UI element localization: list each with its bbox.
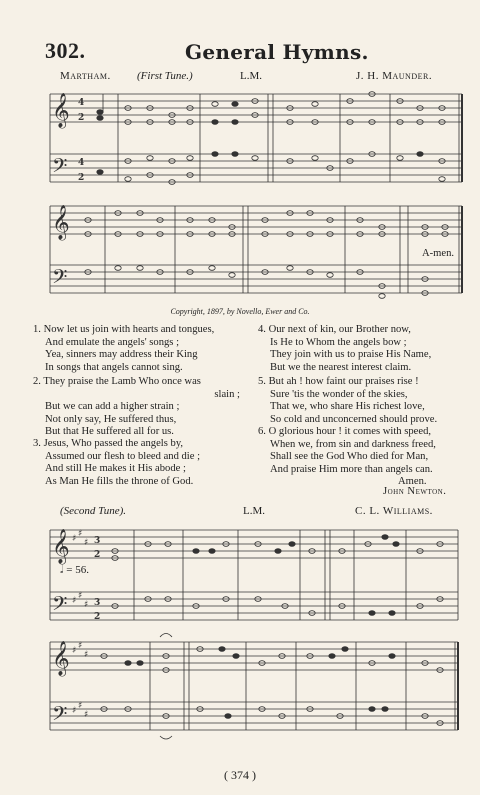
svg-text:𝄢: 𝄢 — [52, 702, 68, 730]
music-system-1 — [0, 84, 480, 194]
verse-3 — [33, 438, 200, 488]
verse-number: 6. — [258, 426, 266, 437]
verse-line: But that He suffered all for us. — [45, 426, 174, 438]
svg-text:♯: ♯ — [72, 646, 77, 656]
verse-line: Our next of kin, our Brother now, — [268, 324, 411, 335]
verse-line: But we can add a higher strain ; — [45, 401, 180, 413]
hymn-author: John Newton. — [383, 486, 447, 497]
svg-text:2: 2 — [78, 173, 85, 183]
verse-line: And praise Him more than angels can. — [270, 463, 433, 475]
verse-number: 5. — [258, 376, 266, 387]
tune-label: (First Tune.) — [137, 70, 193, 82]
svg-text:♯: ♯ — [84, 538, 89, 548]
amen: Amen. — [398, 476, 427, 487]
copyright-notice: Copyright, 1897, by Novello, Ewer and Co. — [170, 307, 310, 316]
svg-text:𝄢: 𝄢 — [52, 154, 68, 182]
meter: L.M. — [240, 70, 262, 82]
verse-line: But ah ! how faint our praises rise ! — [268, 376, 419, 387]
verse-2 — [33, 376, 248, 439]
svg-text:4: 4 — [78, 158, 85, 168]
verse-number: 4. — [258, 324, 266, 335]
verse-line: Assumed our flesh to bleed and die ; — [45, 450, 201, 462]
verse-1 — [33, 324, 214, 374]
svg-text:3: 3 — [94, 536, 101, 546]
half-note-icon: 𝅗𝅥 — [60, 564, 64, 576]
verse-line: And still He makes it His abode ; — [45, 463, 186, 475]
verse-line: Jesus, Who passed the angels by, — [43, 438, 184, 449]
tune-name: Martham. — [60, 70, 111, 82]
page-number: ( 374 ) — [224, 768, 256, 782]
verse-number: 1. — [33, 324, 41, 335]
svg-text:𝄞: 𝄞 — [52, 529, 70, 564]
svg-text:♯: ♯ — [78, 641, 83, 651]
svg-text:2: 2 — [94, 550, 101, 560]
svg-text:2: 2 — [94, 612, 101, 622]
svg-text:𝄢: 𝄢 — [52, 592, 68, 620]
svg-text:♯: ♯ — [78, 529, 83, 539]
tune2-meter: L.M. — [243, 505, 265, 517]
verse-4 — [258, 324, 431, 374]
svg-text:𝄞: 𝄞 — [52, 641, 70, 676]
svg-text:𝄢: 𝄢 — [52, 265, 68, 293]
svg-text:𝄞: 𝄞 — [52, 205, 70, 240]
svg-text:𝄞: 𝄞 — [52, 93, 70, 128]
tempo-value: = 56. — [66, 564, 89, 576]
svg-text:3: 3 — [94, 598, 101, 608]
amen-label: A-men. — [422, 248, 455, 259]
verse-line: Not only say, He suffered thus, — [45, 413, 177, 425]
verse-line: Shall see the God Who died for Man, — [270, 451, 429, 463]
verse-line: So cold and unconcerned should prove. — [270, 413, 438, 425]
music-system-2 — [0, 198, 480, 303]
svg-text:♯: ♯ — [72, 706, 77, 716]
verse-number: 2. — [33, 376, 41, 387]
verse-line: Sure 'tis the wonder of the skies, — [270, 388, 408, 400]
verse-5 — [258, 376, 437, 426]
svg-text:♯: ♯ — [72, 534, 77, 544]
verse-line: Is He to Whom the angels bow ; — [270, 336, 407, 348]
svg-text:♯: ♯ — [78, 701, 83, 711]
music-system-4 — [0, 630, 480, 745]
tempo-marking — [60, 564, 89, 577]
verse-line: They praise the Lamb Who once was — [43, 376, 201, 387]
verse-line: Now let us join with hearts and tongues, — [43, 324, 215, 335]
hymn-number: 302. — [45, 38, 86, 63]
verse-line: That we, who share His richest love, — [270, 401, 425, 413]
svg-text:♯: ♯ — [72, 596, 77, 606]
svg-text:♯: ♯ — [78, 591, 83, 601]
verse-line: As Man He fills the throne of God. — [45, 475, 194, 487]
verse-line: Yea, sinners may address their King — [45, 349, 198, 361]
verse-number: 3. — [33, 438, 41, 449]
verse-line: slain ; — [214, 388, 240, 400]
svg-text:4: 4 — [78, 98, 85, 108]
verse-line: O glorious hour ! it comes with speed, — [268, 426, 432, 437]
tune2-label: (Second Tune). — [60, 505, 126, 517]
verse-line: When we, from sin and darkness freed, — [270, 438, 436, 450]
svg-text:♯: ♯ — [84, 650, 89, 660]
svg-text:♯: ♯ — [84, 710, 89, 720]
verse-line: But we the nearest interest claim. — [270, 361, 412, 373]
tune2-composer: C. L. Williams. — [355, 505, 433, 517]
svg-text:2: 2 — [78, 113, 85, 123]
section-title: General Hymns. — [185, 40, 369, 64]
verse-line: And emulate the angels' songs ; — [45, 336, 180, 348]
verse-6 — [258, 426, 436, 476]
verse-line: In songs that angels cannot sing. — [45, 361, 183, 373]
composer: J. H. Maunder. — [356, 70, 433, 82]
svg-text:♯: ♯ — [84, 600, 89, 610]
verse-line: They join with us to praise His Name, — [270, 349, 432, 361]
